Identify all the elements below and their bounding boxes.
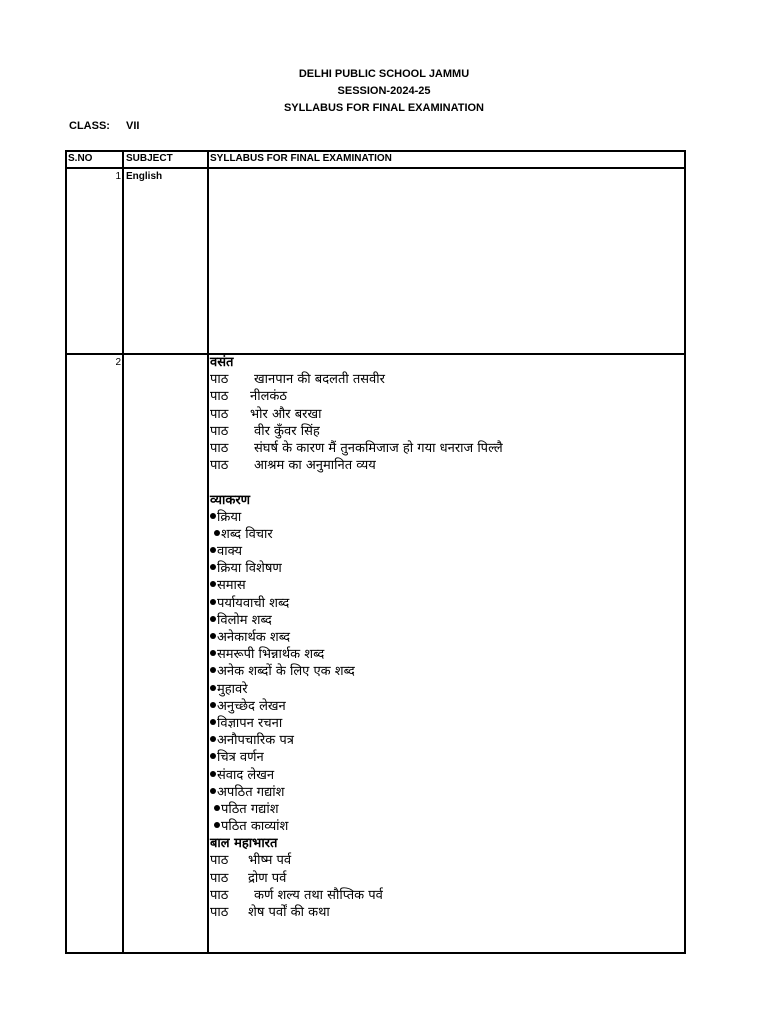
- grammar-item: [210, 629, 680, 646]
- grammar-item: [210, 526, 680, 543]
- grammar-item-label: विलोम शब्द: [217, 612, 272, 628]
- lesson-label: पाठ: [210, 458, 229, 474]
- lesson-label: पाठ: [210, 870, 229, 886]
- grammar-item: [210, 749, 680, 766]
- bullet-icon: [210, 547, 216, 553]
- lesson-title: वीर कुँवर सिंह: [254, 423, 320, 439]
- bullet-icon: [210, 599, 216, 605]
- grammar-item-label: मुहावरे: [217, 681, 248, 697]
- class-value: VII: [126, 120, 140, 132]
- lesson-title: नीलकंठ: [250, 389, 287, 405]
- grammar-item: [210, 784, 680, 801]
- lesson-label: पाठ: [210, 887, 229, 903]
- grammar-item-label: पठित काव्यांश: [221, 819, 289, 835]
- bullet-icon: [214, 530, 220, 536]
- grammar-item-label: अनौपचारिक पत्र: [217, 733, 294, 749]
- grammar-item: [210, 612, 680, 629]
- bullet-icon: [210, 736, 216, 742]
- lesson-label: पाठ: [210, 440, 229, 456]
- grammar-item: [210, 732, 680, 749]
- lesson-title: द्रोण पर्व: [248, 870, 287, 886]
- lesson-item: [210, 371, 680, 388]
- bullet-icon: [210, 616, 216, 622]
- grammar-item-label: पठित गद्यांश: [221, 801, 279, 817]
- grammar-item: [210, 767, 680, 784]
- lesson-label: पाठ: [210, 372, 229, 388]
- lesson-item: [210, 457, 680, 474]
- row-subject: English: [126, 171, 163, 182]
- bullet-icon: [210, 702, 216, 708]
- lesson-title: भीष्म पर्व: [248, 853, 292, 869]
- grammar-item-label: विज्ञापन रचना: [217, 715, 283, 731]
- grammar-item: [210, 663, 680, 680]
- lesson-label: पाठ: [210, 406, 229, 422]
- grammar-item-label: समरूपी भिन्नार्थक शब्द: [217, 647, 325, 663]
- bullet-icon: [210, 581, 216, 587]
- column-header-sno: S.NO: [68, 153, 93, 164]
- grammar-item-label: अनेक शब्दों के लिए एक शब्द: [217, 664, 355, 680]
- grammar-item-label: संवाद लेखन: [217, 767, 275, 783]
- lesson-item: [210, 388, 680, 405]
- lesson-label: पाठ: [210, 905, 229, 920]
- lesson-title: कर्ण शल्य तथा सौप्तिक पर्व: [254, 887, 383, 903]
- grammar-item: [210, 818, 680, 835]
- grammar-item-label: समास: [217, 578, 246, 594]
- row-sno: 2: [115, 357, 121, 368]
- grammar-item: [210, 681, 680, 698]
- grammar-item: [210, 801, 680, 818]
- section-heading-vyakaran: व्याकरण: [210, 492, 251, 508]
- bullet-icon: [214, 805, 220, 811]
- bullet-icon: [210, 788, 216, 794]
- lesson-title: भोर और बरखा: [250, 406, 322, 422]
- table-column-divider: [122, 150, 124, 954]
- lesson-title: शेष पर्वों की कथा: [248, 905, 330, 920]
- document-title: SYLLABUS FOR FINAL EXAMINATION: [283, 102, 485, 114]
- grammar-item-label: अपठित गद्यांश: [217, 784, 285, 800]
- spacer: [210, 474, 680, 491]
- bullet-icon: [210, 650, 216, 656]
- grammar-item: [210, 595, 680, 612]
- grammar-item: [210, 698, 680, 715]
- table-header-divider: [65, 167, 686, 169]
- hindi-syllabus: [210, 354, 680, 921]
- section-heading-mahabharat: बाल महाभारत: [210, 836, 278, 852]
- grammar-item-label: क्रिया: [217, 509, 242, 525]
- column-header-subject: SUBJECT: [126, 153, 173, 164]
- grammar-item: [210, 577, 680, 594]
- lesson-item: [210, 406, 680, 423]
- lesson-title: आश्रम का अनुमानित व्यय: [254, 458, 376, 474]
- row-sno: 1: [115, 171, 121, 182]
- lesson-label: पाठ: [210, 389, 229, 405]
- lesson-item: [210, 887, 680, 904]
- column-header-syllabus: SYLLABUS FOR FINAL EXAMINATION: [210, 153, 392, 164]
- bullet-icon: [210, 667, 216, 673]
- grammar-item: [210, 560, 680, 577]
- school-name: DELHI PUBLIC SCHOOL JAMMU: [298, 68, 470, 80]
- lesson-item: [210, 440, 680, 457]
- grammar-item-label: अनुच्छेद लेखन: [217, 698, 286, 714]
- bullet-icon: [210, 753, 216, 759]
- bullet-icon: [214, 822, 220, 828]
- lesson-item: [210, 870, 680, 887]
- lesson-item: [210, 904, 680, 921]
- bullet-icon: [210, 633, 216, 639]
- lesson-item: [210, 423, 680, 440]
- grammar-item-label: चित्र वर्णन: [217, 750, 264, 766]
- lesson-title: खानपान की बदलती तसवीर: [254, 372, 385, 388]
- grammar-item-label: क्रिया विशेषण: [217, 561, 282, 577]
- bullet-icon: [210, 564, 216, 570]
- grammar-item: [210, 646, 680, 663]
- bullet-icon: [210, 771, 216, 777]
- bullet-icon: [210, 513, 216, 519]
- lesson-label: पाठ: [210, 853, 229, 869]
- grammar-item-label: पर्यायवाची शब्द: [217, 595, 290, 611]
- table-column-divider: [207, 150, 209, 954]
- grammar-item: [210, 543, 680, 560]
- session-label: SESSION-2024-25: [337, 85, 431, 97]
- lesson-title: संघर्ष के कारण मैं तुनकमिजाज हो गया धनराज पिल्लै: [254, 440, 503, 456]
- lesson-label: पाठ: [210, 423, 229, 439]
- grammar-item: [210, 509, 680, 526]
- grammar-item-label: अनेकार्थक शब्द: [217, 630, 290, 645]
- section-heading-vasant: वसंत: [210, 355, 234, 370]
- grammar-item: [210, 715, 680, 732]
- grammar-item-label: वाक्य: [217, 544, 243, 560]
- bullet-icon: [210, 685, 216, 691]
- bullet-icon: [210, 719, 216, 725]
- lesson-item: [210, 852, 680, 869]
- grammar-item-label: शब्द विचार: [221, 526, 273, 542]
- class-label: CLASS:: [69, 120, 110, 132]
